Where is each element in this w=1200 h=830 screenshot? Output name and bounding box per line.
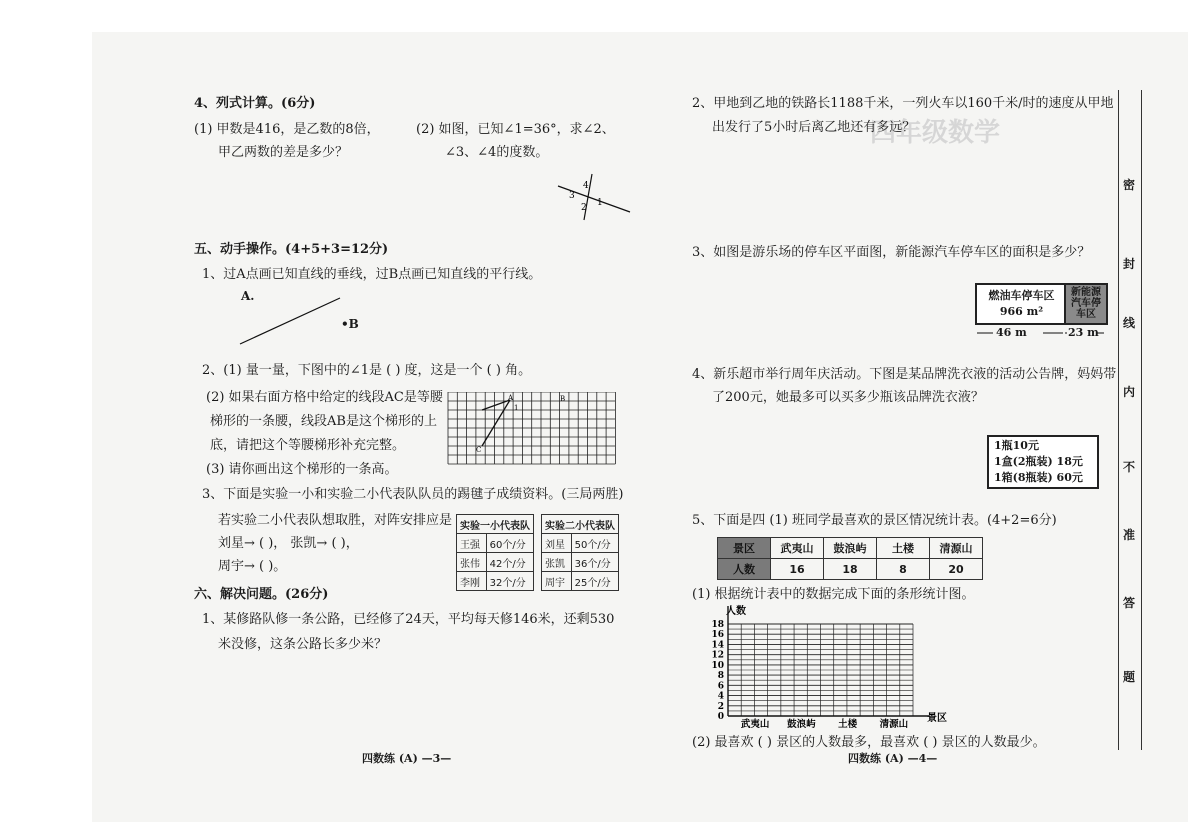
stats-category: 武夷山 [771,538,824,559]
sec6-q1-line2: 米没修，这条公路长多少米？ [218,637,388,652]
q2-line2: 出发行了5小时后离乙地还有多远？ [712,120,916,135]
stats-category: 清源山 [930,538,983,559]
team1-score: 32个/分 [486,572,533,591]
team1-score: 60个/分 [486,534,533,553]
sec6-q1-line1: 1、某修路队修一条公路，已经修了24天，平均每天修146米，还剩530 [202,612,615,627]
team1-header: 实验一小代表队 [457,515,534,534]
dimension-arrows [975,327,1106,339]
team1-name: 张伟 [457,553,487,572]
y-tick-label: 14 [711,640,724,651]
team2-header: 实验二小代表队 [542,515,619,534]
angle-label-4: 4 [583,181,589,191]
sub2: (2) 最喜欢 ( ) 景区的人数最多，最喜欢 ( ) 景区的人数最少。 [692,735,1046,750]
sec5-q1: 1、过A点画已知直线的垂线，过B点画已知直线的平行线。 [202,267,542,282]
y-tick-label: 4 [717,691,724,702]
binding-char: 线 [1122,316,1135,330]
y-tick-label: 0 [717,712,724,722]
q3-text: 3、如图是游乐场的停车区平面图，新能源汽车停车区的面积是多少？ [692,245,1091,260]
grid-label-1: 1 [514,404,519,412]
stats-value: 16 [771,559,824,580]
ev-label: 新能源汽车停车区 [1071,287,1101,320]
q4-2-line2: ∠3、∠4的度数。 [445,145,549,160]
binding-char: 题 [1122,670,1135,684]
x-axis-label: 景区 [927,713,947,724]
sec5-q3-line3: 刘星→ ( )， 张凯→ ( )， [218,536,359,551]
grid-label-b: B [560,395,566,403]
promo-item: 1盒(2瓶装) 18元 [994,455,1083,468]
team2-score: 36个/分 [571,553,618,572]
team1-table [456,514,534,591]
binding-char: 不 [1122,460,1135,474]
ghost-title: 四年级数学 [870,118,1001,148]
x-category-label: 清源山 [879,719,909,728]
ev-width: 23 m [1068,326,1099,339]
promo-item: 1瓶10元 [994,439,1039,452]
binding-char: 答 [1122,596,1135,610]
team1-score: 42个/分 [486,553,533,572]
stats-head-count: 人数 [718,559,771,580]
angle-label-1: 1 [597,198,603,208]
binding-char: 准 [1122,528,1135,542]
sec6-title: 六、解决问题。(26分) [194,587,329,602]
q4-line2: 了200元，她最多可以买多少瓶该品牌洗衣液？ [712,390,984,405]
q4-title: 4、列式计算。(6分) [194,96,316,111]
fuel-parking-area [975,283,1068,325]
sec5-q3-line4: 周宇→ ( )。 [218,559,287,574]
team2-name: 刘星 [542,534,572,553]
stats-value: 18 [824,559,877,580]
fuel-label: 燃油车停车区 [988,289,1055,302]
stats-category: 土楼 [877,538,930,559]
sec5-q2-2-line2: 梯形的一条腰，线段AB是这个梯形的上 [210,414,437,429]
sec5-q2-3: (3) 请你画出这个梯形的一条高。 [206,462,398,477]
sec5-q3-line1: 3、下面是实验一小和实验二小代表队队员的踢毽子成绩资料。(三局两胜) [202,487,624,502]
sub1: (1) 根据统计表中的数据完成下面的条形统计图。 [692,587,975,602]
angle-label-2: 2 [581,203,587,213]
team2-score: 50个/分 [571,534,618,553]
x-category-label: 鼓浪屿 [787,719,816,728]
q4-1-line1: (1) 甲数是416，是乙数的8倍， [194,122,380,137]
stats-value: 20 [930,559,983,580]
binding-char: 内 [1122,385,1135,399]
stats-category: 鼓浪屿 [824,538,877,559]
binding-char: 封 [1122,257,1135,271]
sec5-q2-1: 2、(1) 量一量，下图中的∠1是 ( ) 度，这是一个 ( ) 角。 [202,363,532,378]
promo-item: 1箱(8瓶装) 60元 [994,471,1083,484]
given-line [236,296,346,348]
q2-line1: 2、甲地到乙地的铁路长1188千米，一列火车以160千米/时的速度从甲地 [692,96,1114,111]
binding-char: 密 [1122,178,1135,192]
point-a: A. [241,289,255,303]
sec5-q2-2-line3: 底，请把这个等腰梯形补充完整。 [210,438,406,453]
team2-table [541,514,619,591]
grid-label-c: C [476,446,482,454]
team2-name: 周宇 [542,572,572,591]
fuel-area: 966 m² [999,305,1044,318]
grid-label-a: A [508,394,514,402]
fuel-width: 46 m [996,326,1027,339]
team1-name: 王强 [457,534,487,553]
ev-parking-area [1064,283,1108,325]
x-category-label: 土楼 [838,719,858,728]
y-tick-label: 8 [717,671,724,682]
square-grid [446,392,618,466]
y-tick-label: 18 [711,620,724,630]
q4-2-line1: (2) 如图，已知∠1=36°，求∠2、 [416,122,615,137]
angle-label-3: 3 [569,191,575,201]
q4-line1: 4、新乐超市举行周年庆活动。下图是某品牌洗衣液的活动公告牌，妈妈带 [692,367,1117,382]
promo-board [987,435,1099,489]
sec5-title: 五、动手操作。(4+5+3=12分) [194,242,389,257]
y-tick-label: 16 [711,630,724,641]
y-tick-label: 2 [717,701,724,712]
q4-1-line2: 甲乙两数的差是多少？ [218,145,349,160]
stats-value: 8 [877,559,930,580]
sec5-q3-line2: 若实验二小代表队想取胜，对阵安排应是 [218,513,453,528]
stats-head-scenic: 景区 [718,538,771,559]
y-axis-label: 人数 [726,606,746,617]
point-b: •B [341,317,359,331]
right-footer: 四数练 (A) —4— [848,752,938,765]
team2-name: 张凯 [542,553,572,572]
y-tick-label: 6 [717,681,724,692]
sec5-q2-2-line1: (2) 如果右面方格中给定的线段AC是等腰 [206,390,443,405]
team2-score: 25个/分 [571,572,618,591]
stats-table [717,537,983,580]
q5-title: 5、下面是四 (1) 班同学最喜欢的景区情况统计表。(4+2=6分) [692,513,1057,528]
team1-name: 李刚 [457,572,487,591]
angle-figure [556,172,636,222]
y-tick-label: 10 [711,660,724,671]
x-category-label: 武夷山 [740,719,770,728]
left-footer: 四数练 (A) —3— [362,752,452,765]
y-tick-label: 12 [711,650,724,661]
bar-chart-grid [708,604,958,728]
